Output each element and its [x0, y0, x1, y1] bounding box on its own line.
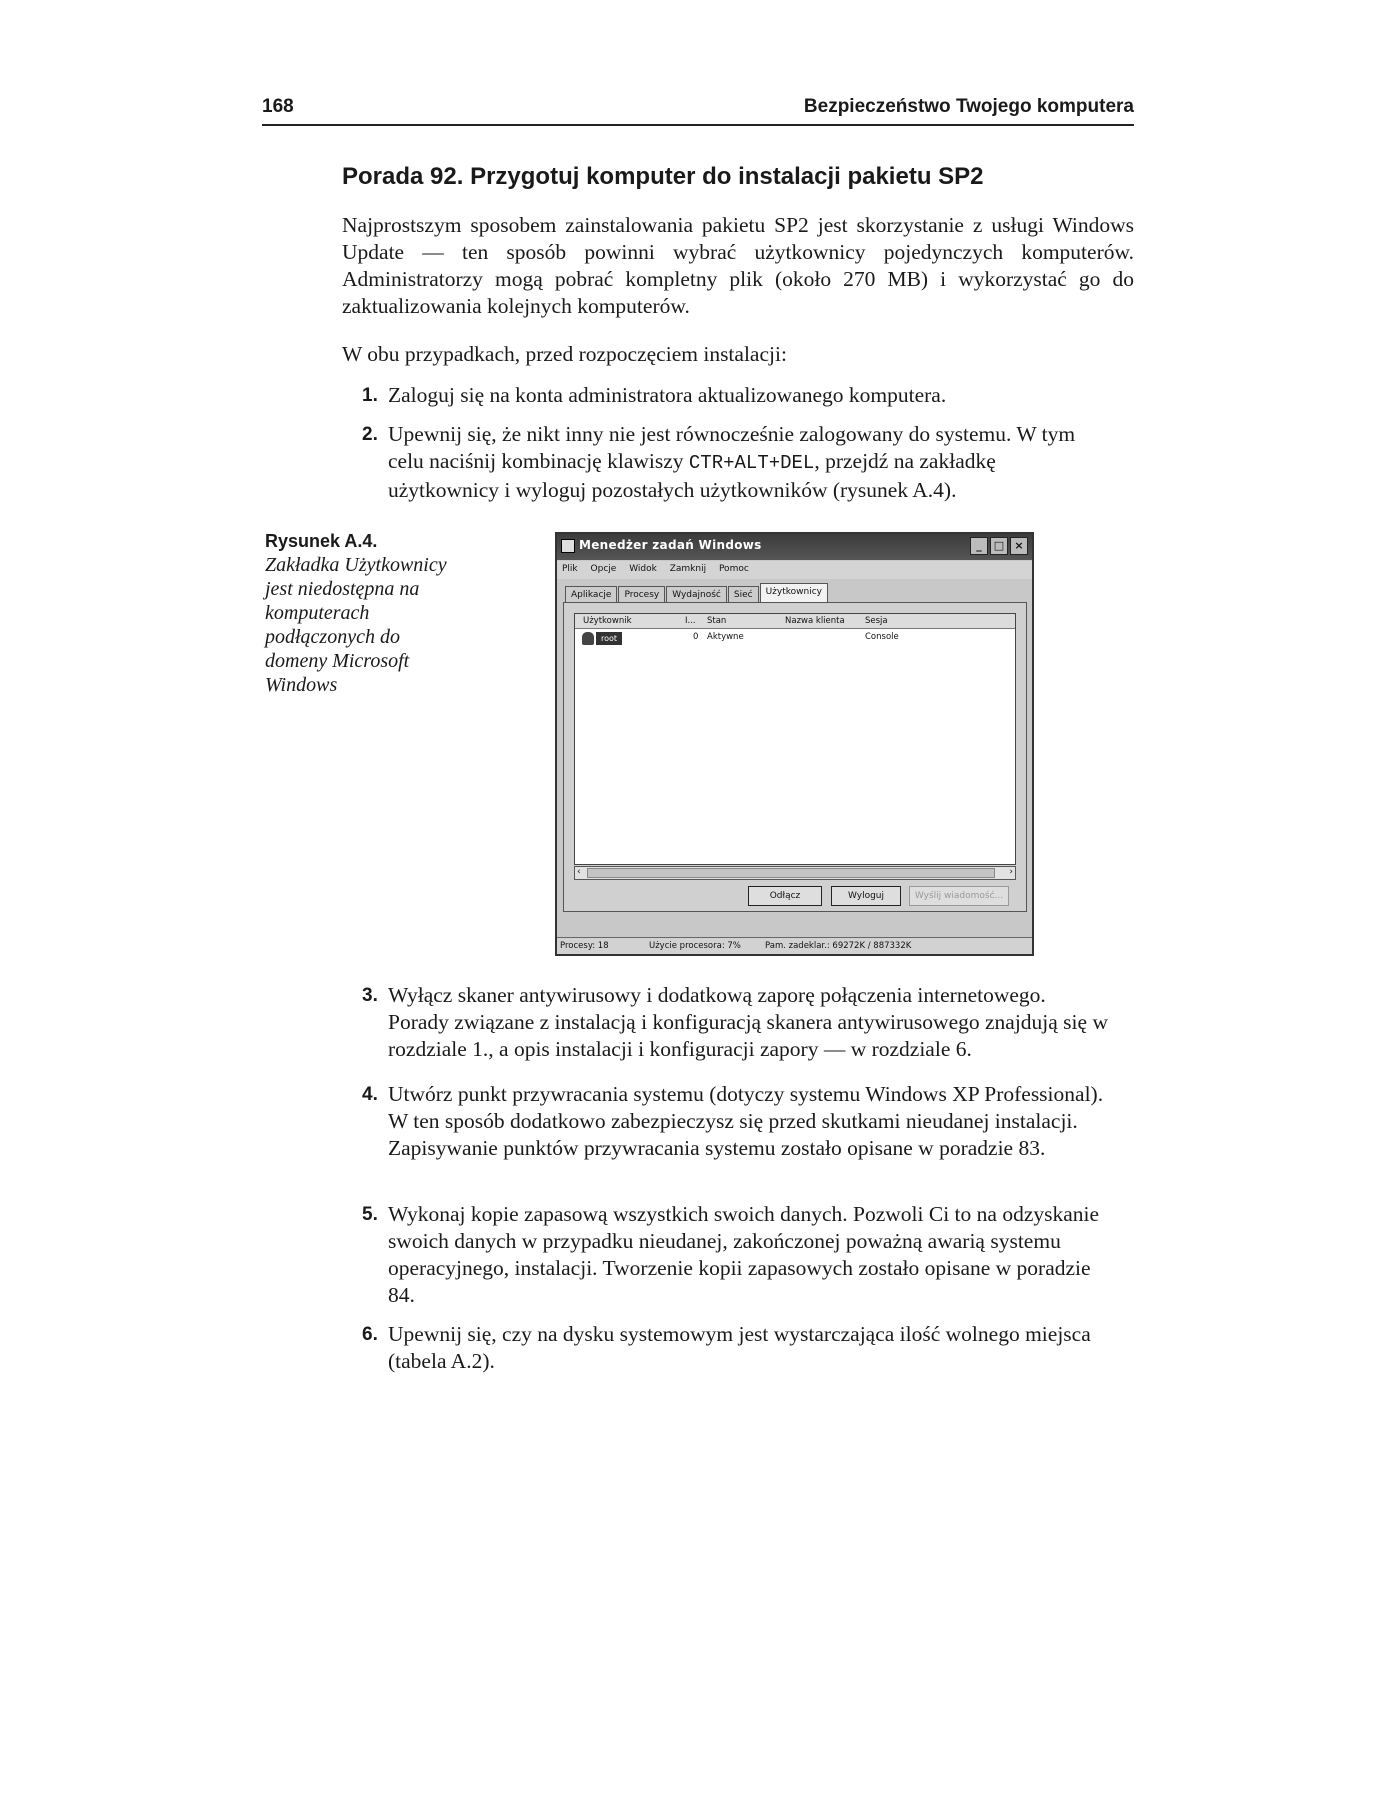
maximize-icon[interactable]: □ — [990, 537, 1008, 555]
menu-item-help[interactable]: Pomoc — [718, 564, 749, 574]
horizontal-scrollbar[interactable] — [574, 866, 1016, 880]
step-text: Zaloguj się na konta administratora aktualizowanego komputera. — [388, 383, 947, 407]
section-title: Porada 92. Przygotuj komputer do instalacji pakietu SP2 — [342, 163, 984, 190]
logoff-button[interactable]: Wyloguj — [831, 886, 901, 906]
step-text: Upewnij się, czy na dysku systemowym jest wystarczająca ilość wolnego miejsca (tabela A.2). — [388, 1322, 1091, 1373]
step-text: Wyłącz skaner antywirusowy i dodatkową zaporę połączenia internetowego. Porady związane z instalacją i konfiguracją skanera antywirusowego znajdują się w rozdziale 1., a opis instalacji i konfiguracji zapory — w rozdziale 6. — [388, 983, 1108, 1061]
scroll-thumb[interactable] — [587, 868, 995, 878]
user-name-cell: root — [596, 632, 622, 645]
step-text: Utwórz punkt przywracania systemu (dotyczy systemu Windows XP Professional). W ten sposób dodatkowo zabezpieczysz się przed skutkami nieudanej instalacji. Zapisywanie punktów przywracania systemu zostało opisane w poradzie 83. — [388, 1082, 1104, 1160]
step-text — [388, 421, 1108, 504]
session-cell: Console — [865, 632, 899, 642]
lead-in-paragraph: W obu przypadkach, przed rozpoczęciem instalacji: — [342, 342, 787, 366]
tab-processes[interactable]: Procesy — [618, 586, 665, 604]
step-number: 5. — [362, 1204, 378, 1225]
step-text-part: Upewnij się, że nikt inny nie jest równocześnie zalogowany do systemu. W tym celu naciśnij kombinację klawiszy — [388, 422, 1076, 473]
send-message-button[interactable]: Wyślij wiadomość... — [909, 886, 1009, 906]
figure-label: Rysunek A.4. — [265, 531, 378, 551]
status-processes: Procesy: 18 — [560, 941, 609, 951]
running-title: Bezpieczeństwo Twojego komputera — [803, 96, 1134, 117]
column-id[interactable]: I... — [685, 616, 696, 626]
window-titlebar[interactable] — [557, 534, 1032, 560]
status-memory: Pam. zadeklar.: 69272K / 887332K — [765, 941, 912, 951]
step-text-part: , przejdź na zakładkę użytkownicy i wyloguj pozostałych użytkowników (rysunek A.4). — [388, 449, 996, 502]
minimize-icon[interactable]: _ — [970, 537, 988, 555]
column-client-name[interactable]: Nazwa klienta — [785, 616, 845, 626]
running-header — [262, 96, 1134, 126]
column-session[interactable]: Sesja — [865, 616, 888, 626]
close-icon[interactable]: × — [1010, 537, 1028, 555]
step-text: Wykonaj kopie zapasową wszystkich swoich danych. Pozwoli Ci to na odzyskanie swoich danych w przypadku nieudanej, zakończonej poważną awarią systemu operacyjnego, instalacji. Tworzenie kopii zapasowych zostało opisane w poradzie 84. — [388, 1202, 1100, 1307]
menu-item-view[interactable]: Widok — [629, 564, 657, 574]
tab-applications[interactable]: Aplikacje — [565, 586, 617, 604]
app-icon — [561, 539, 575, 553]
menu-bar — [557, 561, 1032, 579]
column-headers — [575, 614, 1015, 629]
status-cell: Aktywne — [707, 632, 744, 642]
disconnect-button[interactable]: Odłącz — [748, 886, 822, 906]
menu-item-options[interactable]: Opcje — [590, 564, 617, 574]
scroll-left-icon[interactable]: ‹ — [577, 867, 581, 877]
scroll-right-icon[interactable]: › — [1009, 867, 1013, 877]
step-number: 3. — [362, 985, 378, 1006]
status-cpu: Użycie procesora: 7% — [649, 941, 741, 951]
status-bar — [557, 937, 1032, 954]
users-panel — [563, 602, 1027, 912]
task-manager-window — [555, 532, 1034, 956]
figure-caption-text: Zakładka Użytkownicy jest niedostępna na komputerach podłączonych do domeny Microsoft Windows — [265, 554, 447, 696]
figure-caption — [265, 529, 455, 697]
page-number: 168 — [262, 96, 294, 117]
tab-strip — [565, 583, 829, 603]
step-number: 4. — [362, 1084, 378, 1105]
step-number: 2. — [362, 424, 378, 445]
tab-network[interactable]: Sieć — [728, 586, 759, 604]
table-row[interactable] — [575, 630, 1015, 646]
menu-item-shutdown[interactable]: Zamknij — [669, 564, 707, 574]
users-list[interactable] — [574, 613, 1016, 865]
menu-item-file[interactable]: Plik — [562, 564, 578, 574]
step-number: 6. — [362, 1324, 378, 1345]
column-status[interactable]: Stan — [707, 616, 727, 626]
intro-paragraph: Najprostszym sposobem zainstalowania pakietu SP2 jest skorzystanie z usługi Windows Update — ten sposób powinni wybrać użytkownicy pojedynczych komputerów. Administratorzy mogą pobrać kompletny plik (około 270 MB) i wykorzystać go do zaktualizowania kolejnych komputerów. — [342, 213, 1134, 318]
tab-performance[interactable]: Wydajność — [666, 586, 727, 604]
key-combination: CTR+ALT+DEL — [688, 452, 815, 474]
step-number: 1. — [362, 385, 378, 406]
window-title: Menedżer zadań Windows — [579, 538, 762, 552]
id-cell: 0 — [693, 632, 699, 642]
column-user[interactable]: Użytkownik — [583, 616, 632, 626]
user-icon — [582, 632, 594, 645]
tab-users[interactable]: Użytkownicy — [760, 583, 828, 604]
